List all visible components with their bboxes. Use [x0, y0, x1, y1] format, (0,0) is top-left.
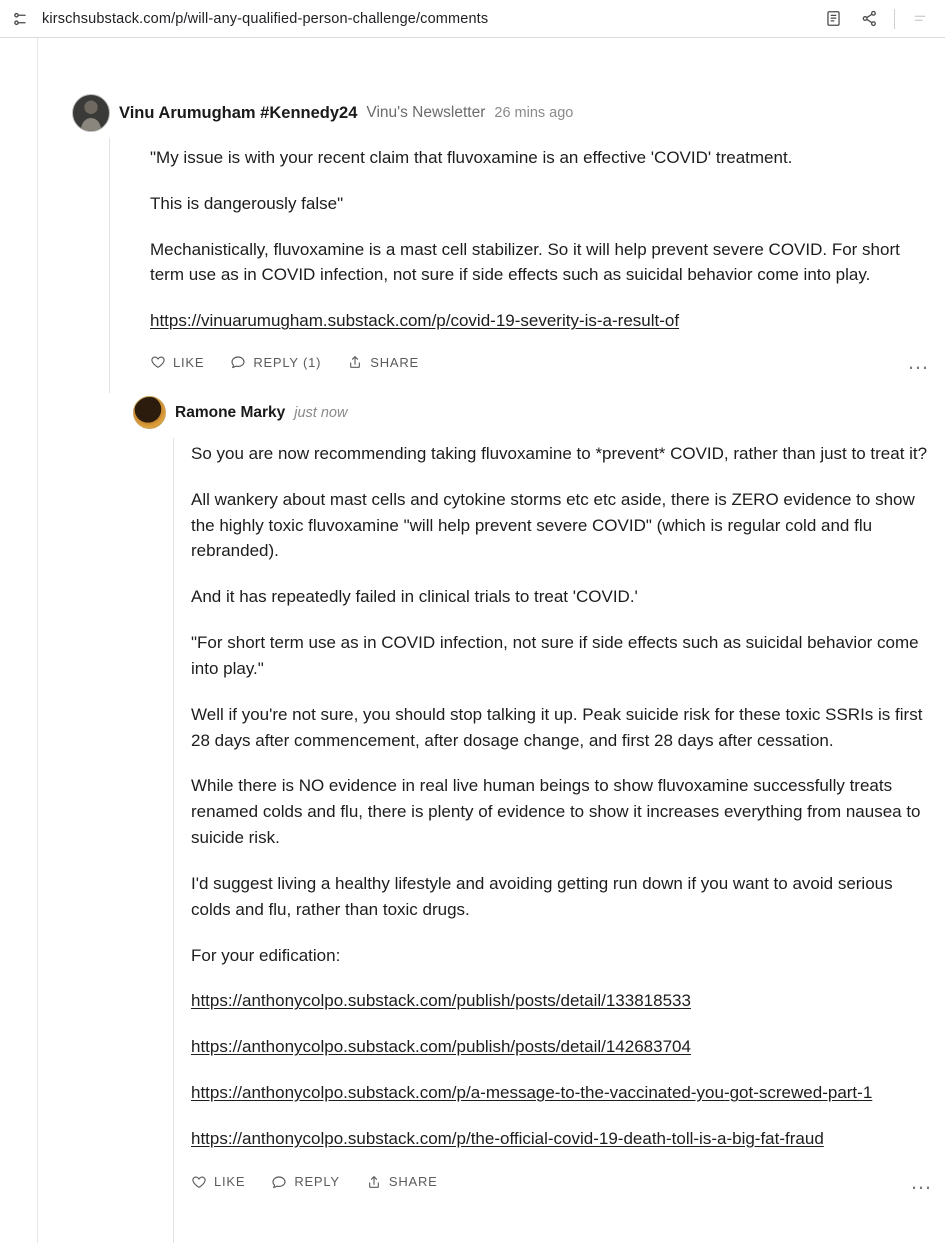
comment-paragraph: I'd suggest living a healthy lifestyle and avoiding getting run down if you want to avoid serious colds and flu, rather than toxic drugs.: [191, 873, 893, 919]
comment-item: [133, 396, 933, 1194]
share-button[interactable]: [347, 354, 419, 370]
comment-actions: [191, 1168, 933, 1194]
comment-paragraph: All wankery about mast cells and cytokine storms etc etc aside, there is ZERO evidence to show the highly toxic fluvoxamine "will help prevent severe COVID" (which is regular cold and flu rebranded).: [191, 489, 915, 561]
comment-paragraph: While there is NO evidence in real live human beings to show fluvoxamine successfully treats renamed colds and flu, there is plenty of evidence to show it increases everything from nausea to suicide risk.: [191, 776, 921, 848]
comment-link-paragraph: [191, 1126, 933, 1152]
comment-link[interactable]: https://anthonycolpo.substack.com/p/a-message-to-the-vaccinated-you-got-screwed-part-1: [191, 1083, 873, 1103]
comment-paragraph: "For short term use as in COVID infection, not sure if side effects such as suicidal behavior come into play.": [191, 633, 919, 678]
comment-body: [150, 145, 930, 334]
comment-paragraph: For your edification:: [191, 945, 341, 965]
url-text[interactable]: kirschsubstack.com/p/will-any-qualified-person-challenge/comments: [42, 10, 489, 27]
comment-publication[interactable]: Vinu's Newsletter: [366, 104, 486, 121]
comment-actions: [150, 349, 930, 375]
reply-button[interactable]: [230, 354, 321, 370]
comment-paragraph: This is dangerously false": [150, 193, 344, 213]
page-content: [0, 38, 945, 1243]
reader-view-icon[interactable]: [822, 8, 844, 30]
comment-link-paragraph: [191, 1034, 933, 1060]
comment-paragraph: And it has repeatedly failed in clinical trials to treat 'COVID.': [191, 587, 638, 607]
toolbar-actions: [822, 8, 935, 30]
comment-link-paragraph: [150, 308, 930, 334]
comment-paragraph: Well if you're not sure, you should stop talking it up. Peak suicide risk for these toxic SSRIs is first 28 days after commencement, after dosage change, and first 28 days after cessation.: [191, 704, 923, 750]
comment-more-button[interactable]: …: [907, 349, 930, 375]
comment-link[interactable]: https://anthonycolpo.substack.com/publish/posts/detail/133818533: [191, 991, 691, 1011]
like-label: LIKE: [214, 1174, 246, 1190]
comment-paragraph: Mechanistically, fluvoxamine is a mast cell stabilizer. So it will help prevent severe COVID. For short term use as in COVID infection, not sure if side effects such as suicidal behavior come into play.: [150, 239, 900, 285]
comment-timestamp: 26 mins ago: [494, 105, 574, 121]
like-button[interactable]: [191, 1174, 245, 1190]
more-options-icon[interactable]: [909, 8, 931, 30]
share-icon[interactable]: [858, 8, 880, 30]
browser-toolbar: [0, 0, 945, 38]
like-label: LIKE: [173, 354, 205, 370]
avatar[interactable]: [133, 396, 166, 429]
comment-link-paragraph: [191, 988, 933, 1014]
like-button[interactable]: [150, 354, 204, 370]
comment-timestamp: just now: [294, 404, 348, 421]
reply-label: REPLY (1): [253, 354, 322, 370]
share-label: SHARE: [370, 354, 419, 370]
comment-header: [133, 396, 933, 429]
comment-link[interactable]: https://anthonycolpo.substack.com/publish/posts/detail/142683704: [191, 1037, 691, 1057]
address-bar[interactable]: [10, 8, 814, 30]
share-label: SHARE: [388, 1174, 438, 1190]
toolbar-divider: [894, 9, 895, 29]
comment-header: [72, 94, 932, 132]
avatar[interactable]: [72, 94, 110, 132]
comment-body: [191, 441, 933, 1152]
comment-link[interactable]: https://vinuarumugham.substack.com/p/covid-19-severity-is-a-result-of: [150, 311, 680, 331]
reply-label: REPLY: [294, 1174, 340, 1190]
share-button[interactable]: [366, 1174, 438, 1190]
comment-paragraph: "My issue is with your recent claim that fluvoxamine is an effective 'COVID' treatment.: [150, 148, 793, 167]
comment-link-paragraph: [191, 1080, 933, 1106]
comment-more-button[interactable]: …: [910, 1168, 933, 1194]
reply-button[interactable]: [271, 1174, 340, 1190]
comment-link[interactable]: https://anthonycolpo.substack.com/p/the-official-covid-19-death-toll-is-a-big-fat-fraud: [191, 1128, 824, 1148]
tab-switch-icon[interactable]: [10, 8, 32, 30]
page-left-border: [37, 38, 38, 1243]
comment-item: [72, 94, 932, 375]
comment-paragraph: So you are now recommending taking fluvoxamine to *prevent* COVID, rather than just to treat it?: [191, 444, 928, 463]
comment-author[interactable]: Ramone Marky: [175, 403, 286, 421]
comment-author[interactable]: Vinu Arumugham #Kennedy24: [119, 103, 358, 122]
